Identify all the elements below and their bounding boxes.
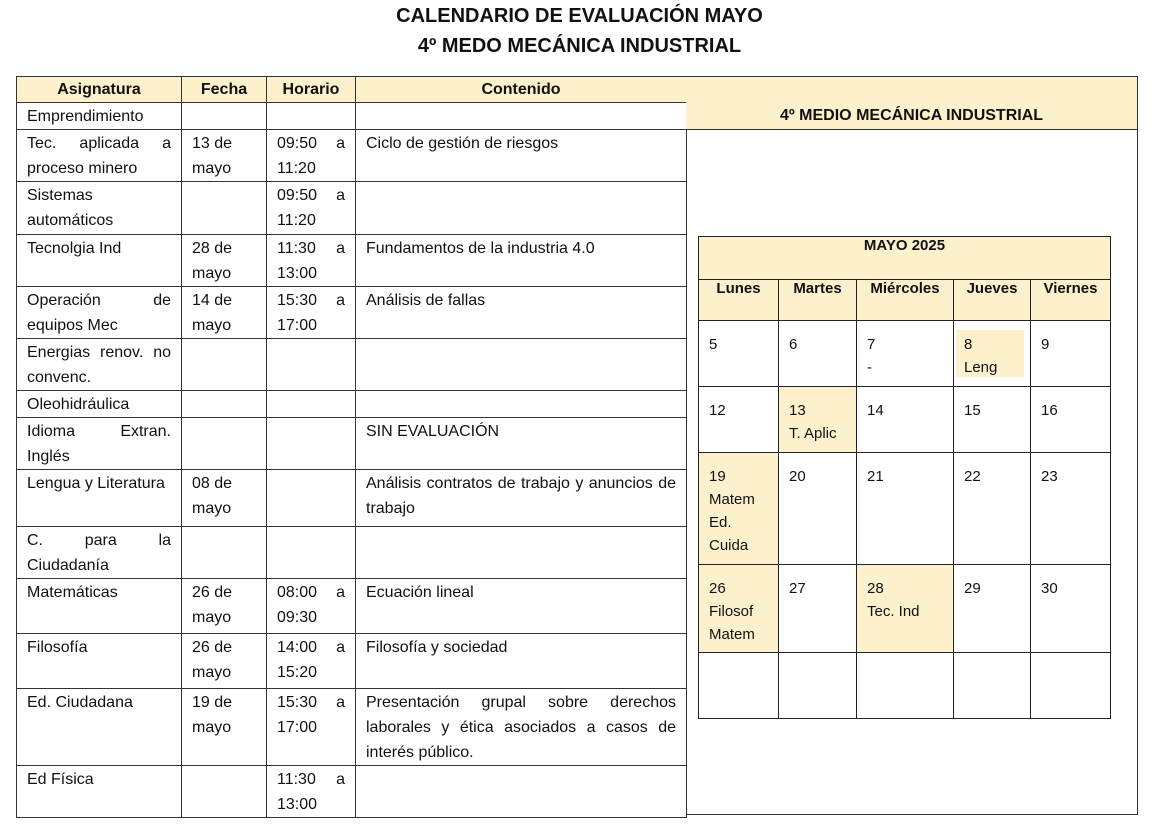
calendar-day-number: 26 [709,580,726,597]
calendar-day-cell [1031,653,1111,719]
cell-asignatura: Filosofía [17,634,182,689]
cell-contenido [356,339,687,391]
calendar-day-number [1041,665,1110,688]
cell-contenido: Ciclo de gestión de riesgos [356,130,687,182]
cell-fecha: 14 de mayo [182,287,267,339]
cell-contenido: Presentación grupal sobre derechos laborales y ética asociados a casos de interés público. [356,689,687,766]
cell-contenido [356,527,687,579]
cell-asignatura: C. para la Ciudadanía [17,527,182,579]
table-header-row [17,77,687,103]
cell-horario [267,391,356,418]
calendar-weekday: Jueves [954,280,1031,321]
calendar-day-number: 5 [709,336,718,353]
calendar-day-number [964,665,1030,688]
calendar-day-cell [779,653,857,719]
cell-horario: 11:30 a 13:00 [267,235,356,287]
calendar-day-number: 29 [964,580,981,597]
calendar-day-number: 13 [789,402,806,419]
cell-fecha: 26 de mayo [182,579,267,634]
cell-horario: 08:00 a 09:30 [267,579,356,634]
calendar-weekday: Viernes [1031,280,1111,321]
calendar-day-cell [857,321,954,387]
cell-horario: 09:50 a 11:20 [267,182,356,235]
calendar-day-number: 15 [964,402,981,419]
header-contenido: Contenido [356,77,687,103]
calendar-day-note: Leng [964,359,998,376]
calendar-day-number: 23 [1041,468,1058,485]
cell-fecha: 19 de mayo [182,689,267,766]
cell-asignatura: Emprendimiento [17,103,182,130]
calendar-day-cell [699,453,779,565]
cell-fecha: 26 de mayo [182,634,267,689]
cell-fecha [182,182,267,235]
cell-asignatura: Sistemas automáticos [17,182,182,235]
page-subtitle: 4º MEDO MECÁNICA INDUSTRIAL [417,35,742,57]
cell-contenido: SIN EVALUACIÓN [356,418,687,470]
calendar-day-number: 22 [964,468,981,485]
calendar-month: MAYO 2025 [699,237,1111,280]
cell-fecha [182,418,267,470]
cell-horario: 11:30 a 13:00 [267,766,356,818]
table-row [17,689,687,766]
cell-fecha [182,766,267,818]
table-row [17,470,687,527]
calendar-day-cell [1031,321,1111,387]
table-row [17,527,687,579]
table-row [17,130,687,182]
cell-fecha [182,103,267,130]
cell-fecha: 13 de mayo [182,130,267,182]
calendar-day-cell [954,453,1031,565]
cell-horario [267,103,356,130]
calendar-day-number: 14 [867,402,884,419]
calendar-day-cell [779,565,857,653]
cell-fecha [182,339,267,391]
calendar-day-cell [857,565,954,653]
calendar-day-number: 7 [867,336,876,353]
cell-asignatura: Matemáticas [17,579,182,634]
header-horario: Horario [267,77,356,103]
calendar-day-cell [954,387,1031,453]
table-row [17,182,687,235]
calendar-day-cell [779,321,857,387]
cell-horario: 14:00 a 15:20 [267,634,356,689]
calendar-day-number: 16 [1041,402,1058,419]
calendar-weekday: Martes [779,280,857,321]
calendar-day-number: 9 [1041,336,1050,353]
calendar-day-number [709,665,778,688]
calendar-day-cell [1031,453,1111,565]
calendar-day-number [867,665,953,688]
calendar-day-cell [954,321,1031,387]
cell-contenido [356,766,687,818]
cell-asignatura: Operación de equipos Mec [17,287,182,339]
calendar-day-cell [857,387,954,453]
panel-title: 4º MEDIO MECÁNICA INDUSTRIAL [686,77,1137,130]
calendar-day-number: 20 [789,468,806,485]
page-title: CALENDARIO DE EVALUACIÓN MAYO [396,5,763,27]
cell-asignatura: Energias renov. no convenc. [17,339,182,391]
calendar-day-cell [954,653,1031,719]
calendar-day-number: 8 [964,336,973,353]
cell-asignatura: Ed. Ciudadana [17,689,182,766]
calendar-day-cell [699,321,779,387]
header-fecha: Fecha [182,77,267,103]
calendar-day-cell [857,653,954,719]
cell-fecha: 28 de mayo [182,235,267,287]
calendar-day-number: 19 [709,468,726,485]
cell-contenido: Fundamentos de la industria 4.0 [356,235,687,287]
calendar-day-number: 28 [867,580,884,597]
calendar-day-cell [779,387,857,453]
cell-contenido: Ecuación lineal [356,579,687,634]
cell-contenido: Análisis contratos de trabajo y anuncios de trabajo [356,470,687,527]
calendar-day-note: Filosof Matem [709,603,755,643]
calendar-day-note: - [867,359,872,376]
cell-asignatura: Tec. aplicada a proceso minero [17,130,182,182]
evaluation-table [16,76,687,818]
cell-horario [267,527,356,579]
calendar-weekday: Miércoles [857,280,954,321]
header-asignatura: Asignatura [17,77,182,103]
calendar-day-cell [1031,387,1111,453]
cell-contenido [356,391,687,418]
table-row [17,235,687,287]
calendar-day-cell [857,453,954,565]
cell-horario: 15:30 a 17:00 [267,287,356,339]
cell-horario: 15:30 a 17:00 [267,689,356,766]
calendar-week [699,653,1111,719]
cell-fecha [182,391,267,418]
cell-horario: 09:50 a 11:20 [267,130,356,182]
table-row [17,103,687,130]
cell-contenido [356,103,687,130]
calendar-day-cell [699,387,779,453]
table-row [17,391,687,418]
calendar-day-number: 30 [1041,580,1058,597]
cell-horario [267,339,356,391]
cell-contenido: Filosofía y sociedad [356,634,687,689]
calendar-day-cell [699,653,779,719]
calendar-day-cell [779,453,857,565]
table-row [17,418,687,470]
calendar-week [699,453,1111,565]
calendar-day-number: 6 [789,336,798,353]
cell-asignatura: Ed Física [17,766,182,818]
cell-asignatura: Tecnolgia Ind [17,235,182,287]
calendar-day-note: Matem Ed. Cuida [709,491,755,554]
may-calendar [698,236,1111,719]
cell-horario [267,418,356,470]
calendar-weekday: Lunes [699,280,779,321]
calendar-day-note: Tec. Ind [867,603,920,620]
calendar-day-cell [954,565,1031,653]
table-row [17,339,687,391]
cell-fecha: 08 de mayo [182,470,267,527]
table-row [17,766,687,818]
calendar-week [699,321,1111,387]
table-row [17,634,687,689]
cell-fecha [182,527,267,579]
calendar-week [699,387,1111,453]
table-row [17,287,687,339]
table-row [17,579,687,634]
cell-contenido: Análisis de fallas [356,287,687,339]
calendar-day-cell [699,565,779,653]
cell-horario [267,470,356,527]
cell-contenido [356,182,687,235]
cell-asignatura: Lengua y Literatura [17,470,182,527]
cell-asignatura: Oleohidráulica [17,391,182,418]
calendar-week [699,565,1111,653]
calendar-day-number: 12 [709,402,726,419]
calendar-day-cell [1031,565,1111,653]
cell-asignatura: Idioma Extran. Inglés [17,418,182,470]
calendar-day-note: T. Aplic [789,425,837,442]
calendar-day-number [789,665,856,688]
calendar-day-number: 21 [867,468,884,485]
calendar-day-number: 27 [789,580,806,597]
